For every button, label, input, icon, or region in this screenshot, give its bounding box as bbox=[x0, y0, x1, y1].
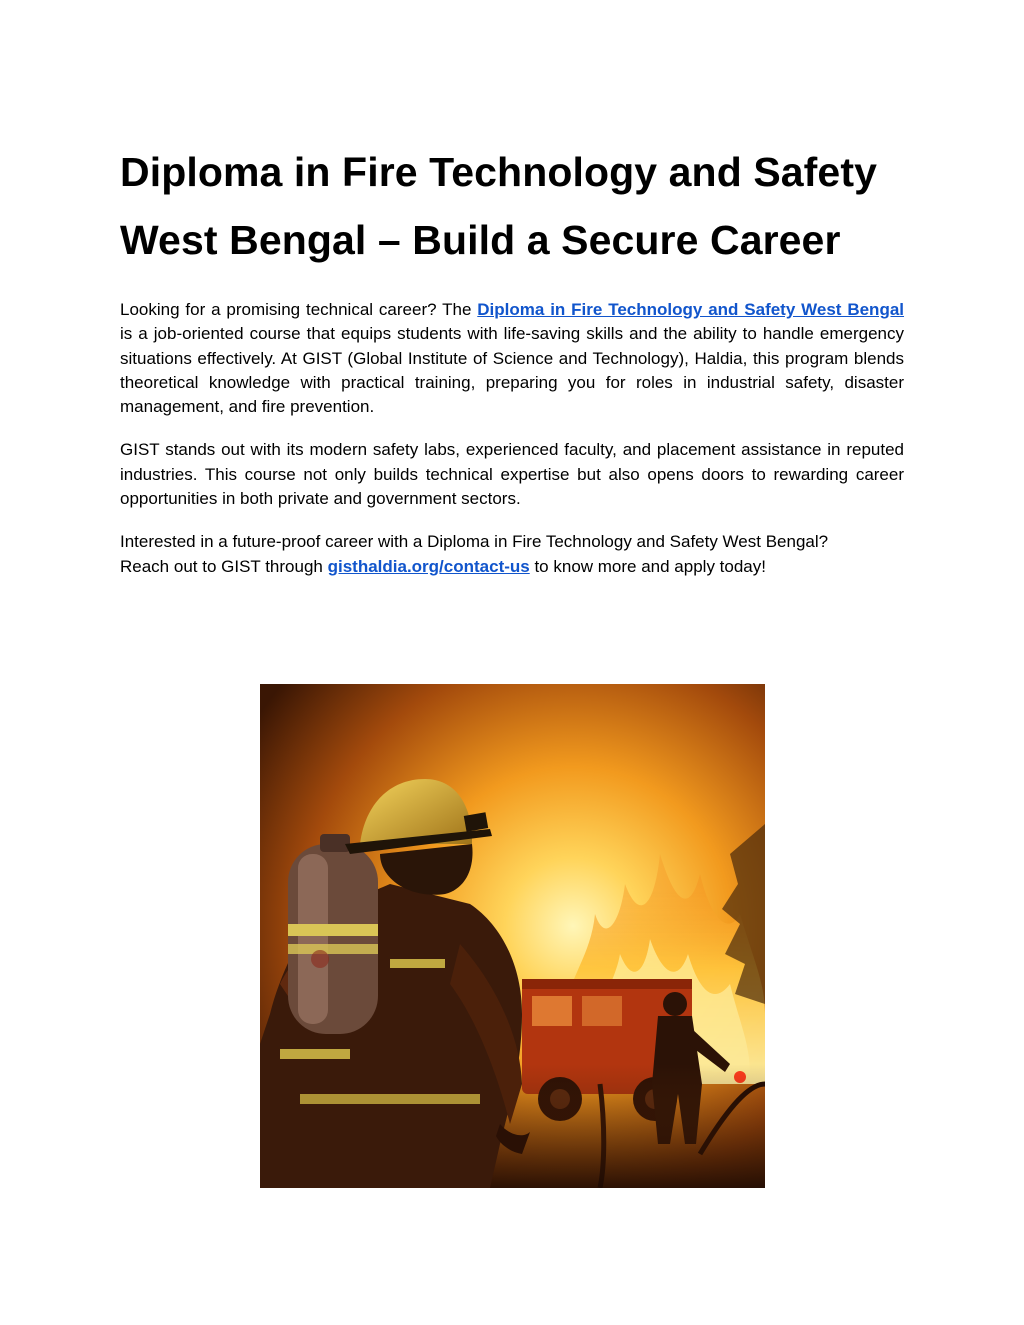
cta-line-1: Interested in a future-proof career with a Diploma in Fire Technology and Safety West Bengal? bbox=[120, 532, 829, 552]
intro-text-after: is a job-oriented course that equips students with life-saving skills and the ability to handle emergency situations effectively. At GIST (Global Institute of Science and Technology), Haldia, this program blends theoretical knowledge with practical training, preparing you for roles in industrial safety, disaster management, and fire prevention. bbox=[120, 324, 904, 417]
intro-paragraph bbox=[120, 298, 904, 419]
page-title: Diploma in Fire Technology and Safety West Bengal – Build a Secure Career bbox=[120, 149, 877, 263]
firefighter-image bbox=[260, 684, 765, 1188]
diploma-course-link[interactable]: Diploma in Fire Technology and Safety West Bengal bbox=[477, 300, 905, 319]
cta-paragraph bbox=[120, 530, 904, 579]
air-tank-shape bbox=[288, 834, 378, 1034]
document-page bbox=[120, 138, 904, 579]
cta-text-before: Reach out to GIST through bbox=[120, 556, 328, 576]
intro-text-before: Looking for a promising technical career? The bbox=[120, 300, 478, 319]
contact-us-link[interactable]: gisthaldia.org/contact-us bbox=[327, 556, 530, 576]
cta-text-after: to know more and apply today! bbox=[529, 556, 766, 576]
features-paragraph: GIST stands out with its modern safety labs, experienced faculty, and placement assistance in reputed industries. This course not only builds technical expertise but also opens doors to rewarding career opportunities in both private and government sectors. bbox=[120, 440, 904, 509]
